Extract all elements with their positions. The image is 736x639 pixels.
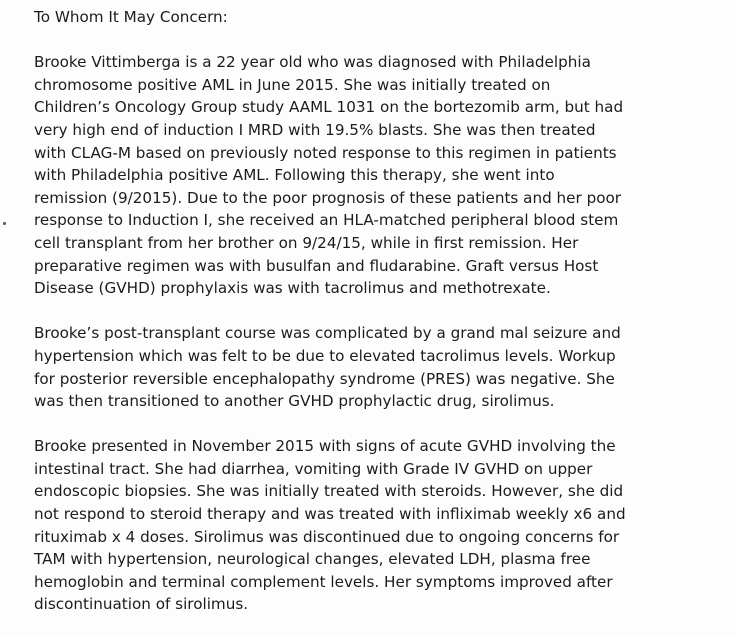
text-line: with CLAG-M based on previously noted response to this regimen in patients	[34, 143, 617, 162]
paragraph-post-transplant	[34, 322, 724, 412]
text-line: rituximab x 4 doses. Sirolimus was discontinued due to ongoing concerns for	[34, 527, 620, 546]
text-line: remission (9/2015). Due to the poor prognosis of these patients and her poor	[34, 188, 622, 207]
text-line: not respond to steroid therapy and was treated with infliximab weekly x6 and	[34, 505, 626, 524]
text-line: hypertension which was felt to be due to elevated tacrolimus levels. Workup	[34, 346, 616, 365]
text-line: chromosome positive AML in June 2015. She was initially treated on	[34, 75, 551, 94]
text-line: Disease (GVHD) prophylaxis was with tacrolimus and methotrexate.	[34, 279, 551, 298]
text-line: Children’s Oncology Group study AAML 1031 on the bortezomib arm, but had	[34, 98, 624, 117]
letter-body	[34, 6, 724, 639]
text-line: endoscopic biopsies. She was initially treated with steroids. However, she did	[34, 482, 624, 501]
text-line: very high end of induction I MRD with 19.5% blasts. She was then treated	[34, 120, 596, 139]
text-line: Brooke presented in November 2015 with signs of acute GVHD involving the	[34, 437, 616, 456]
text-line: was then transitioned to another GVHD prophylactic drug, sirolimus.	[34, 392, 555, 411]
text-line: Brooke Vittimberga is a 22 year old who was diagnosed with Philadelphia	[34, 53, 591, 72]
salutation: To Whom It May Concern:	[34, 8, 228, 26]
text-line: hemoglobin and terminal complement levels. Her symptoms improved after	[34, 572, 613, 591]
text-line: Brooke’s post-transplant course was complicated by a grand mal seizure and	[34, 324, 621, 343]
paragraph-gvhd	[34, 435, 724, 616]
scan-speck	[3, 222, 6, 225]
text-line: discontinuation of sirolimus.	[34, 595, 249, 614]
paragraph-diagnosis	[34, 51, 724, 300]
text-line: TAM with hypertension, neurological changes, elevated LDH, plasma free	[34, 550, 591, 569]
text-line: cell transplant from her brother on 9/24/15, while in first remission. Her	[34, 233, 579, 252]
text-line: intestinal tract. She had diarrhea, vomiting with Grade IV GVHD on upper	[34, 459, 593, 478]
text-line: for posterior reversible encephalopathy syndrome (PRES) was negative. She	[34, 369, 615, 388]
text-line: preparative regimen was with busulfan and fludarabine. Graft versus Host	[34, 256, 599, 275]
text-line: response to Induction I, she received an HLA-matched peripheral blood stem	[34, 211, 619, 230]
text-line: with Philadelphia positive AML. Following this therapy, she went into	[34, 166, 555, 185]
